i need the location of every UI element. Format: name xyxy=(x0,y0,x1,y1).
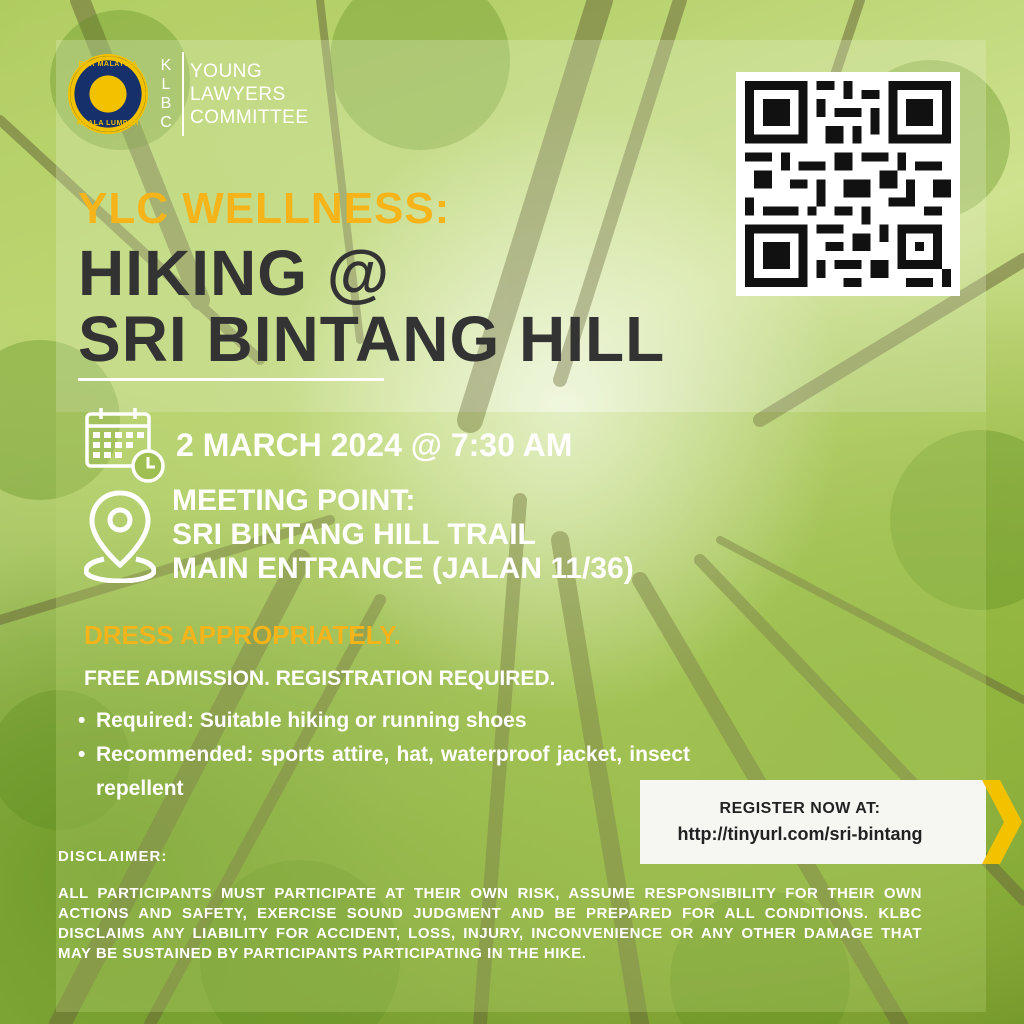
meeting-point-text: MEETING POINT: SRI BINTANG HILL TRAIL MAIN ENTRANCE (JALAN 11/36) xyxy=(172,484,634,585)
event-title xyxy=(78,237,666,375)
list-item: • Required: Suitable hiking or running shoes xyxy=(78,704,690,738)
event-title-line-2: SRI BINTANG HILL xyxy=(78,303,666,375)
register-label: REGISTER NOW AT: xyxy=(719,799,881,817)
registration-qr-code[interactable] xyxy=(736,72,960,296)
event-date-time: 2 MARCH 2024 @ 7:30 AM xyxy=(176,426,573,463)
title-underline xyxy=(78,378,384,381)
event-date-row xyxy=(84,406,572,484)
register-link[interactable]: http://tinyurl.com/sri-bintang xyxy=(677,823,923,844)
klbc-abbreviation: K L B C xyxy=(160,57,172,131)
committee-name: YOUNG LAWYERS COMMITTEE xyxy=(190,60,309,128)
bullet-icon: • xyxy=(78,743,86,766)
logo-divider xyxy=(182,52,184,136)
admission-notice: FREE ADMISSION. REGISTRATION REQUIRED. xyxy=(84,667,556,690)
event-title-line-1: HIKING @ xyxy=(78,237,391,309)
meeting-point-row xyxy=(84,484,634,586)
register-callout[interactable] xyxy=(640,780,986,864)
disclaimer-text: ALL PARTICIPANTS MUST PARTICIPATE AT THEIR OWN RISK, ASSUME RESPONSIBILITY FOR THEIR OWN ACTIONS AND SAFETY, EXERCISE SOUND JUDGMENT AND BE PREPARED FOR ALL CONDITIONS. KLBC DISCLAIMS ANY LIABILITY FOR ACCIDENT, LOSS, INJURY, INCONVENIENCE OR ANY OTHER DAMAGE THAT MAY BE SUSTAINED BY PARTICIPANTS PARTICIPATING IN THE HIKE. xyxy=(58,885,922,962)
event-series-title: YLC WELLNESS: xyxy=(78,184,451,233)
dress-code-notice: DRESS APPROPRIATELY. xyxy=(84,620,401,650)
organizer-logo xyxy=(68,52,309,136)
requirements-list xyxy=(78,704,690,806)
bullet-icon: • xyxy=(78,709,86,732)
bar-seal-icon: BAR MALAYSIA KUALA LUMPUR xyxy=(68,54,148,134)
location-pin-icon xyxy=(84,487,156,583)
calendar-clock-icon xyxy=(84,406,166,484)
list-item: • Recommended: sports attire, hat, waterproof jacket, insect repellent xyxy=(78,738,690,806)
chevron-right-icon xyxy=(982,780,1022,864)
disclaimer-heading: DISCLAIMER: xyxy=(58,848,168,865)
